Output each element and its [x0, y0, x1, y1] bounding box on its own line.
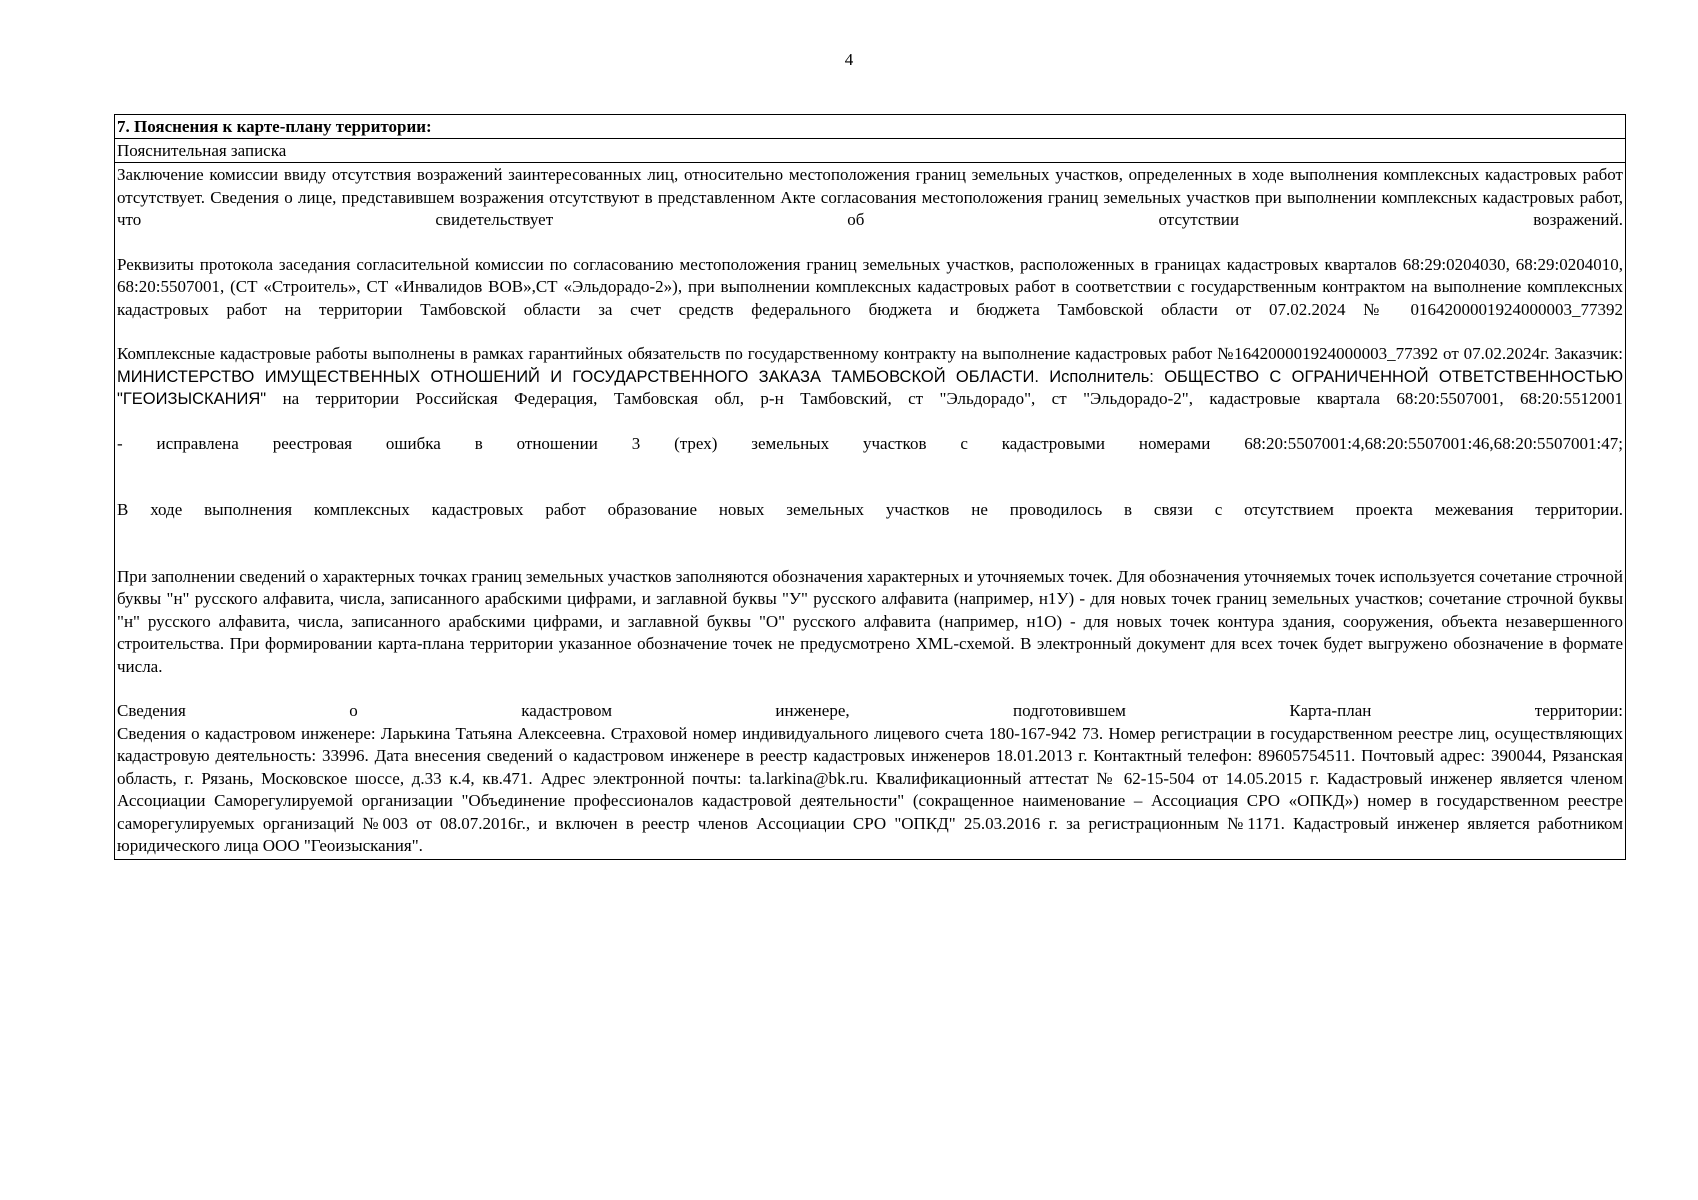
points-notation-paragraph: При заполнении сведений о характерных точках границ земельных участков заполняются обозначения характерных и уточняемых точек. Для обозначения уточняемых точек используется сочетание строчной буквы "н" русского алфавита, числа, записанного арабскими цифрами, и заглавной буквы "У" русского алфавита (например, н1У) - для новых точек границ земельных участков; сочетание строчной буквы "н" русского алфавита, числа, записанного арабскими цифрами, и заглавной буквы "О" русского алфавита (например, н1О) - для новых точек контура здания, сооружения, объекта незавершенного строительства. При формировании карта-плана территории указанное обозначение точек не предусмотрено XML-схемой. В электронный документ для всех точек будет выгружено обозначение в формате числа.	[117, 566, 1623, 676]
commission-conclusion-paragraph: Заключение комиссии ввиду отсутствия возражений заинтересованных лиц, относительно местоположения границ земельных участков, определенных в ходе выполнения комплексных кадастровых работ отсутствует. Сведения о лице, представившем возражения отсутствуют в представленном Акте согласования местоположения границ земельных участков при выполнении комплексных кадастровых работ, что свидетельствует об отсутствии возражений.	[117, 165, 1623, 229]
explanatory-note-body	[115, 163, 1625, 859]
customer-contractor-text: МИНИСТЕРСТВО ИМУЩЕСТВЕННЫХ ОТНОШЕНИЙ И ГОСУДАРСТВЕННОГО ЗАКАЗА ТАМБОВСКОЙ ОБЛАСТИ. Исполнитель: ОБЩЕСТВО С ОГРАНИЧЕННОЙ ОТВЕТСТВЕННОСТЬЮ "ГЕОИЗЫСКАНИЯ"	[117, 367, 1623, 408]
warranty-works-text-c: на территории Российская Федерация, Тамбовская обл, р-н Тамбовский, ст "Эльдорадо", ст "Эльдорадо-2", кадастровые квартала 68:20:5507001, 68:20:5512001	[266, 389, 1623, 408]
registry-error-paragraph: - исправлена реестровая ошибка в отношении 3 (трех) земельных участков с кадастровыми номерами 68:20:5507001:4,68:20:5507001:46,68:20:5507001:47;	[117, 433, 1623, 453]
engineer-heading-paragraph: Сведения о кадастровом инженере, подготовившем Карта-план территории:	[117, 701, 1623, 720]
page-number: 4	[844, 50, 854, 69]
section-title: 7. Пояснения к карте-плану территории:	[115, 115, 1625, 139]
new-parcels-paragraph: В ходе выполнения комплексных кадастровых работ образование новых земельных участков не проводилось в связи с отсутствием проекта межевания территории.	[117, 500, 1623, 519]
warranty-works-paragraph	[117, 343, 1623, 411]
protocol-details-paragraph: Реквизиты протокола заседания согласительной комиссии по согласованию местоположения границ земельных участков, расположенных в границах кадастровых кварталов 68:29:0204030, 68:29:0204010, 68:20:5507001, (СТ «Строитель», СТ «Инвалидов ВОВ»,СТ «Эльдорадо-2»), при выполнении комплексных кадастровых работ в соответствии с государственным контрактом на выполнение комплексных кадастровых работ на территории Тамбовской области за счет средств федерального бюджета и бюджета Тамбовской области от 07.02.2024 № 0164200001924000003_77392	[117, 254, 1623, 319]
engineer-details-paragraph: Сведения о кадастровом инженере: Ларькина Татьяна Алексеевна. Страховой номер индивидуального лицевого счета 180-167-942 73. Номер регистрации в государственном реестре лиц, осуществляющих кадастровую деятельность: 33996. Дата внесения сведений о кадастровом инженере в реестр кадастровых инженеров 18.01.2013 г. Контактный телефон: 89605754511. Почтовый адрес: 390044, Рязанская область, г. Рязань, Московское шоссе, д.33 к.4, кв.471. Адрес электронной почты: ta.larkina@bk.ru. Квалификационный аттестат № 62-15-504 от 14.05.2015 г. Кадастровый инженер является членом Ассоциации Саморегулируемой организации "Объединение профессионалов кадастровой деятельности" (сокращенное наименование – Ассоциация СРО «ОПКД») номер в государственном реестре саморегулируемых организаций №003 от 08.07.2016г., и включен в реестр членов Ассоциации СРО "ОПКД" 25.03.2016 г. за регистрационным №1171. Кадастровый инженер является работником юридического лица ООО "Геоизыскания".	[117, 723, 1623, 855]
explanatory-note-subtitle: Пояснительная записка	[115, 139, 1625, 163]
explanations-table	[114, 114, 1626, 860]
warranty-works-text-a: Комплексные кадастровые работы выполнены в рамках гарантийных обязательств по государственному контракту на выполнение кадастровых работ №164200001924000003_77392 от 07.02.2024г. Заказчик:	[117, 344, 1623, 363]
